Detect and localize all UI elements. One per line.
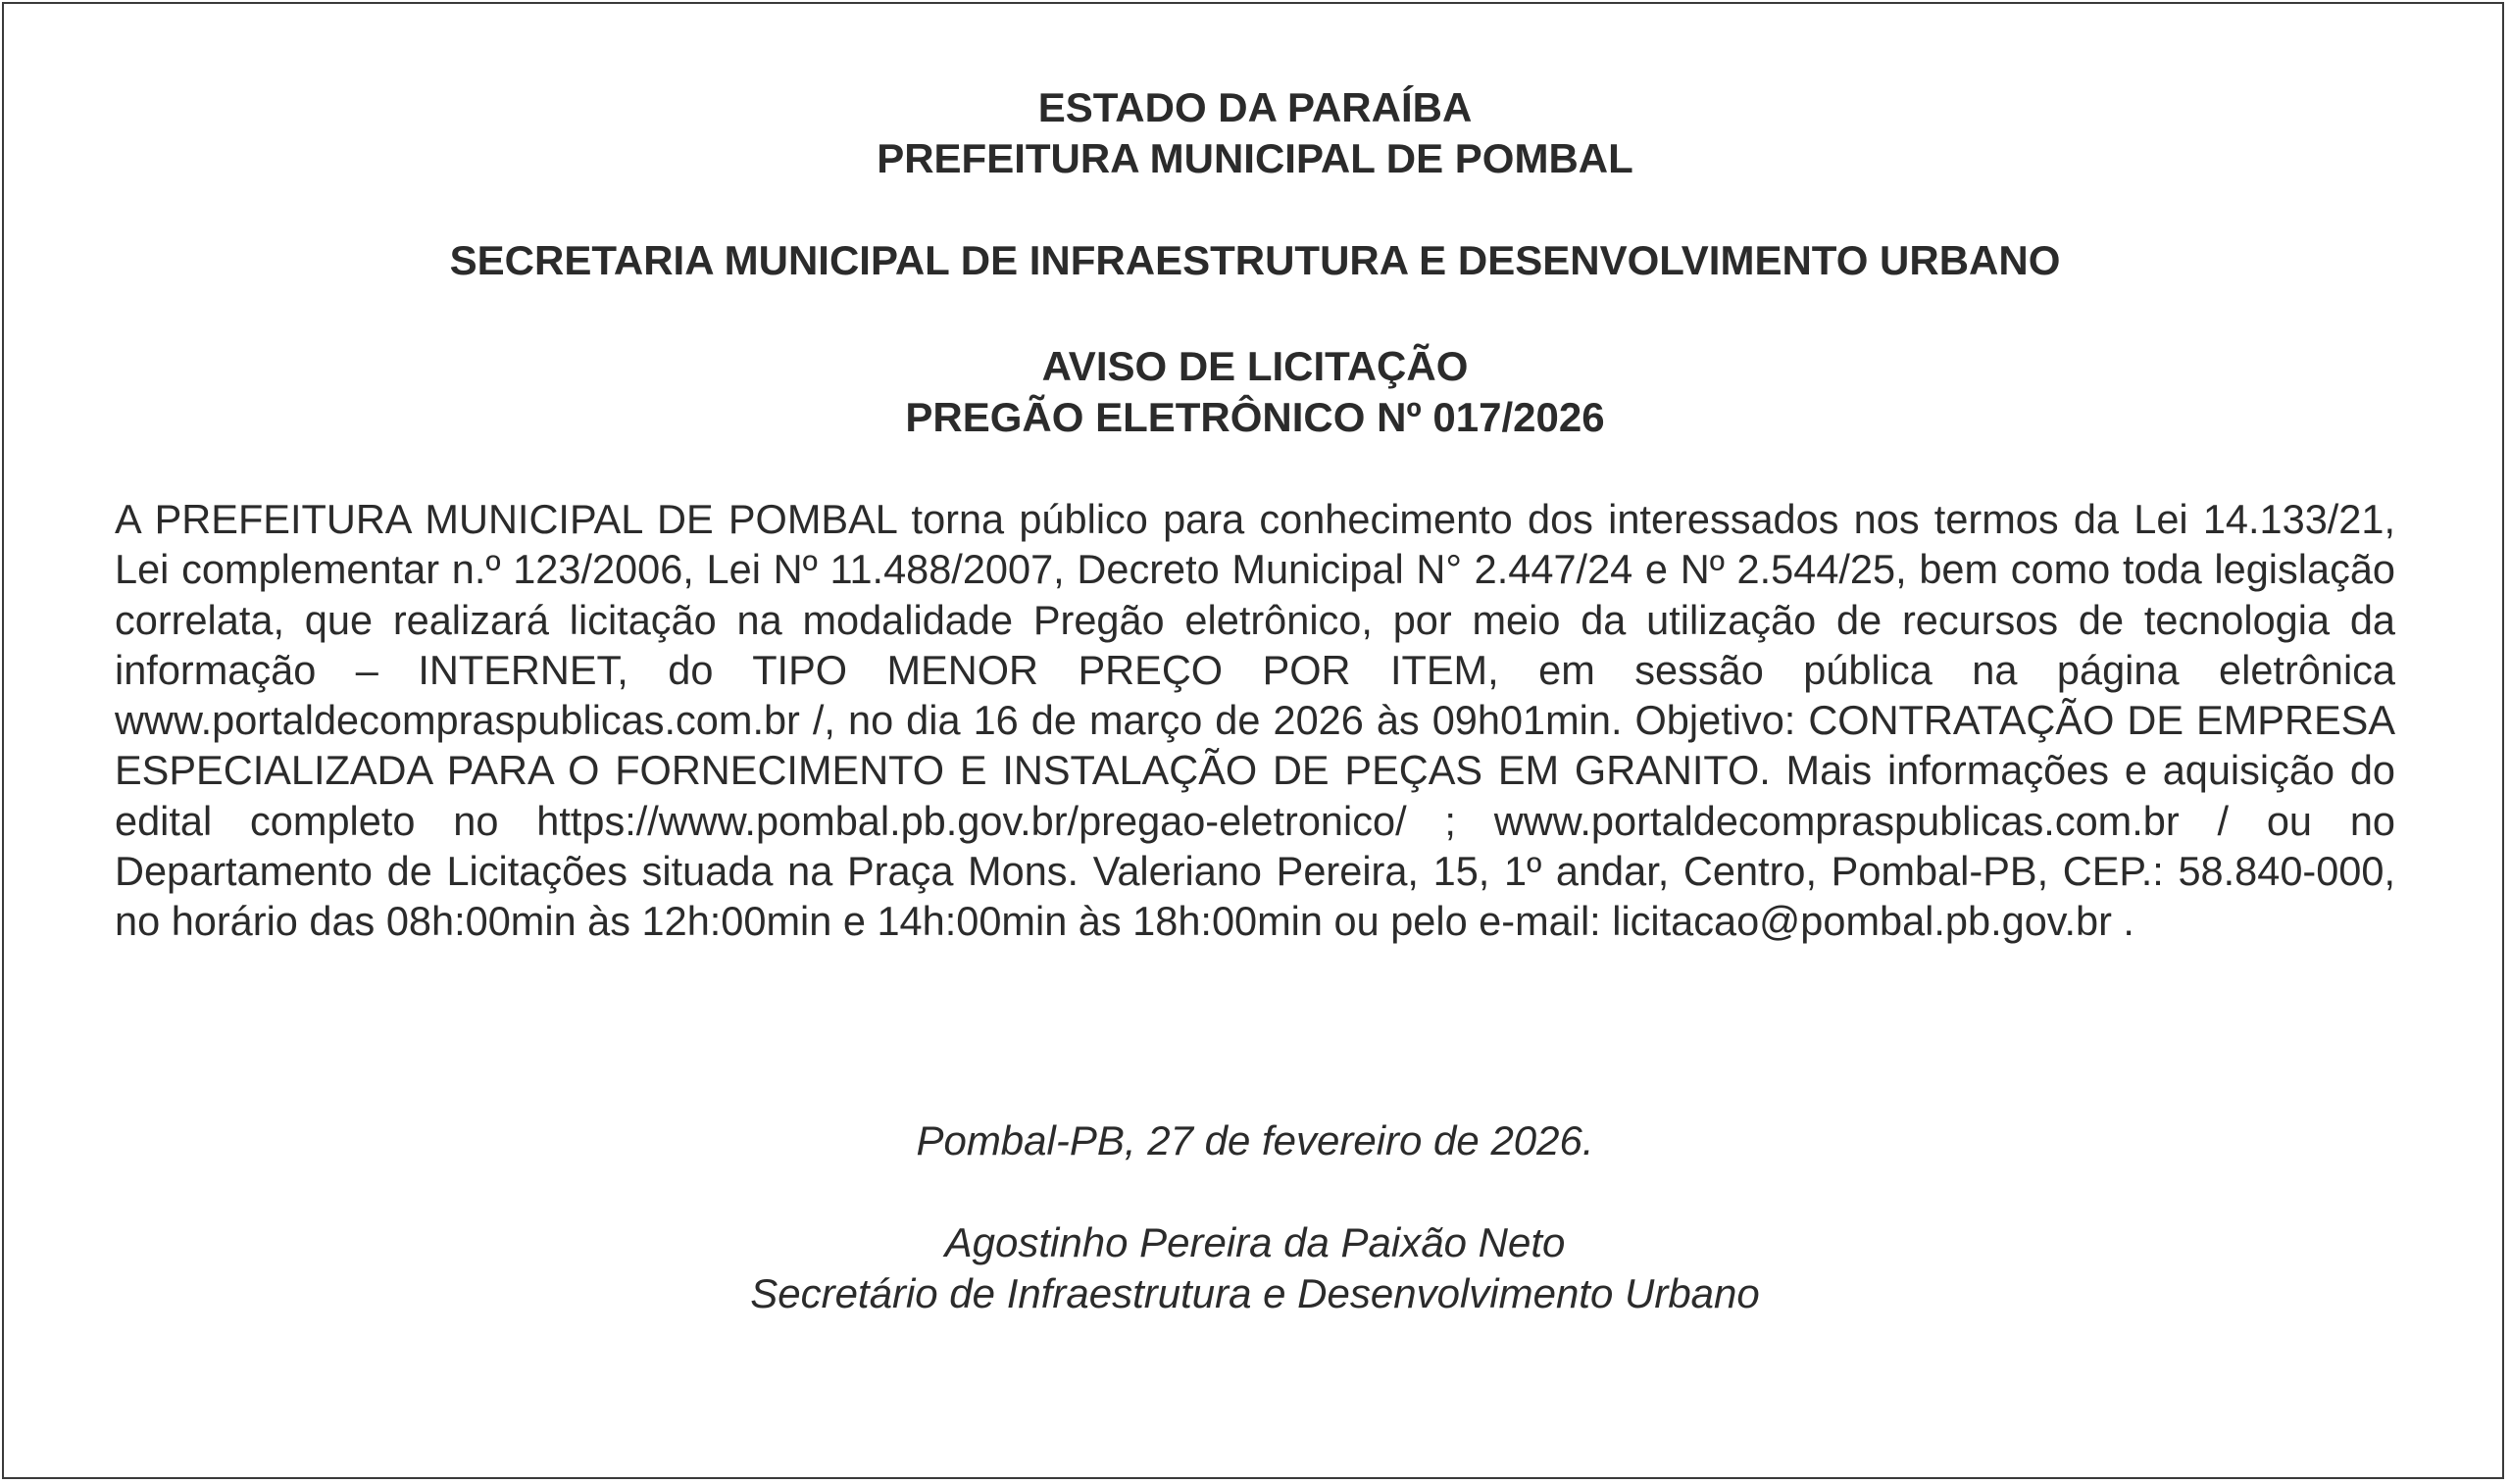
state-heading: ESTADO DA PARAÍBA — [1037, 84, 1473, 130]
signatory-role: Secretário de Infraestrutura e Desenvolvimento Urbano — [750, 1270, 1760, 1316]
prefeitura-heading: PREFEITURA MUNICIPAL DE POMBAL — [877, 135, 1633, 181]
signature-date: Pombal-PB, 27 de fevereiro de 2026. — [916, 1117, 1594, 1163]
aviso-title: AVISO DE LICITAÇÃO — [1041, 343, 1469, 389]
pregao-number: PREGÃO ELETRÔNICO Nº 017/2026 — [905, 394, 1605, 440]
secretaria-heading: SECRETARIA MUNICIPAL DE INFRAESTRUTURA E DESENVOLVIMENTO URBANO — [449, 237, 2061, 283]
notice-paragraph: A PREFEITURA MUNICIPAL DE POMBAL torna público para conhecimento dos interessados nos termos da Lei 14.133/21, Lei complementar n.º 123/2006, Lei Nº 11.488/2007, Decreto Municipal N° 2.447/24 e Nº 2.544/25, bem como toda legislação correlata, que realizará licitação na modalidade Pregão eletrônico, por meio da utilização de recursos de tecnologia da informação – INTERNET, do TIPO MENOR PREÇO POR ITEM, em sessão pública na página eletrônica www.portaldecompraspublicas.com.br /, no dia 16 de março de 2026 às 09h01min. Objetivo: CONTRATAÇÃO DE EMPRESA ESPECIALIZADA PARA O FORNECIMENTO E INSTALAÇÃO DE PEÇAS EM GRANITO. Mais informações e aquisição do edital completo no https://www.pombal.pb.gov.br/pregao-eletronico/ ; www.portaldecompraspublicas.com.br / ou no Departamento de Licitações situada na Praça Mons. Valeriano Pereira, 15, 1º andar, Centro, Pombal-PB, CEP.: 58.840-000, no horário das 08h:00min às 12h:00min e 14h:00min às 18h:00min ou pelo e-mail: licitacao@pombal.pb.gov.br . — [115, 496, 2395, 945]
signatory-name: Agostinho Pereira da Paixão Neto — [944, 1219, 1566, 1265]
